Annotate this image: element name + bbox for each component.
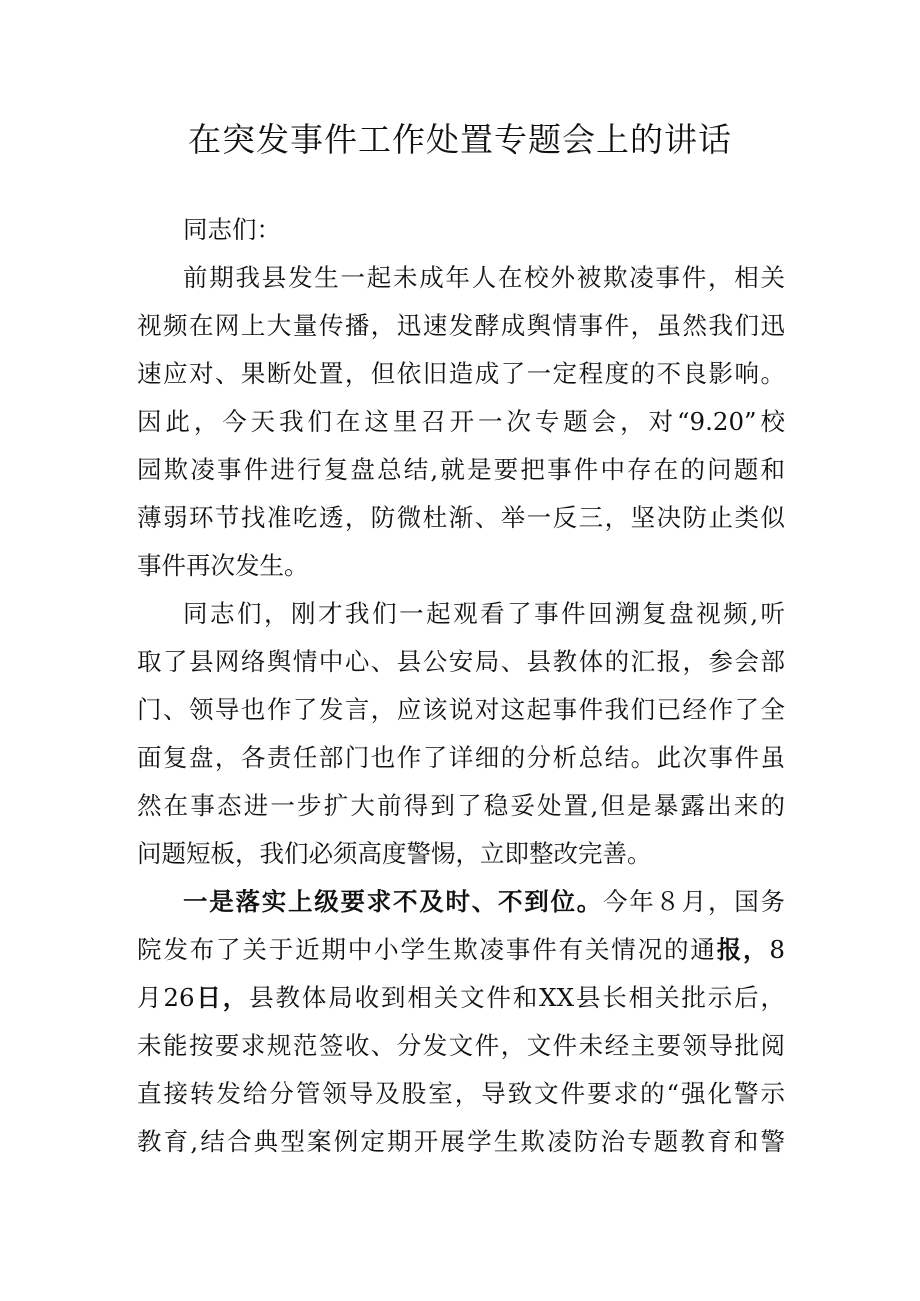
greeting: 同志们：	[183, 215, 281, 244]
section-heading: 一是落实上级要求不及时、不到位。	[183, 887, 603, 916]
paragraph-text: 县教体局收到相关文件和XX县长相关批示后，	[249, 983, 785, 1012]
paragraph-text-bold: 报，	[716, 935, 770, 964]
paragraph-line: 因此，今天我们在这里召开一次专题会，对“9.20”校	[137, 407, 785, 436]
paragraph-text: 院发布了关于近期中小学生欺凌事件有关情况的通	[137, 935, 717, 964]
speech-title: 在突发事件工作处置专题会上的讲话	[188, 120, 732, 159]
paragraph-line: 面复盘，各责任部门也作了详细的分析总结。此次事件虽	[137, 743, 785, 772]
paragraph-text-bold: 日，	[194, 983, 250, 1012]
paragraph-line: 速应对、果断处置，但依旧造成了一定程度的不良影响。	[137, 359, 785, 388]
paragraph-1	[137, 254, 785, 590]
paragraph-line: 门、领导也作了发言，应该说对这起事件我们已经作了全	[137, 695, 785, 724]
paragraph-line	[137, 926, 785, 974]
paragraph-line: 同志们，刚才我们一起观看了事件回溯复盘视频,听	[183, 599, 785, 628]
paragraph-line: 薄弱环节找准吃透，防微杜渐、举一反三，坚决防止类似	[137, 503, 785, 532]
paragraph-line	[137, 974, 785, 1022]
paragraph-2	[137, 590, 785, 878]
paragraph-line: 直接转发给分管领导及股室，导致文件要求的“强化警示	[137, 1079, 785, 1108]
paragraph-line	[137, 878, 785, 926]
paragraph-line: 前期我县发生一起未成年人在校外被欺凌事件，相关	[183, 263, 785, 292]
paragraph-text: 今年８月，国务	[603, 887, 785, 916]
paragraph-line: 事件再次发生。	[137, 551, 309, 580]
paragraph-3	[137, 878, 785, 1166]
paragraph-text: 8	[769, 935, 785, 964]
paragraph-line: 未能按要求规范签收、分发文件，文件未经主要领导批阅	[137, 1031, 785, 1060]
paragraph-line: 视频在网上大量传播，迅速发酵成舆情事件，虽然我们迅	[137, 311, 785, 340]
speech-body	[137, 206, 785, 1166]
paragraph-line: 教育,结合典型案例定期开展学生欺凌防治专题教育和警	[137, 1127, 785, 1156]
paragraph-line: 取了县网络舆情中心、县公安局、县教体的汇报，参会部	[137, 647, 785, 676]
paragraph-line: 然在事态进一步扩大前得到了稳妥处置,但是暴露出来的	[137, 791, 785, 820]
paragraph-line: 问题短板，我们必须高度警惕，立即整改完善。	[137, 839, 652, 868]
paragraph-line: 园欺凌事件进行复盘总结,就是要把事件中存在的问题和	[137, 455, 785, 484]
paragraph-text: 月26	[137, 983, 195, 1012]
